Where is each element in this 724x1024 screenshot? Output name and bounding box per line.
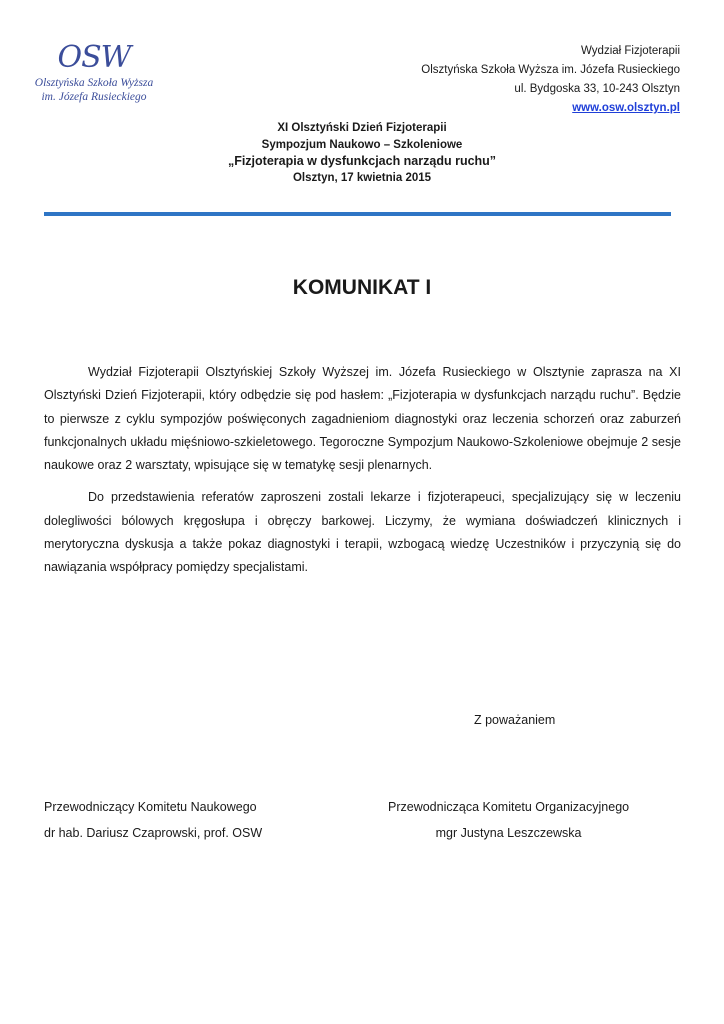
signature-scientific-committee [44, 794, 262, 846]
event-type: Sympozjum Naukowo – Szkoleniowe [261, 138, 463, 151]
event-info [0, 120, 724, 186]
header-divider [44, 212, 671, 216]
closing-phrase: Z poważaniem [474, 713, 556, 727]
event-name: XI Olsztyński Dzień Fizjoterapii [277, 122, 447, 134]
osw-logo [30, 40, 158, 104]
signature-organizing-committee [388, 794, 629, 846]
website-link[interactable]: www.osw.olsztyn.pl [572, 102, 680, 114]
logo-school-name: Olsztyńska Szkoła Wyższa [34, 77, 154, 89]
letter-body [44, 361, 681, 589]
school-name: Olsztyńska Szkoła Wyższa im. Józefa Rusieckiego [421, 64, 680, 76]
logo-mark: OSW [57, 40, 131, 75]
signature-right-name: mgr Justyna Leszczewska [435, 826, 582, 840]
event-topic: „Fizjoterapia w dysfunkcjach narządu ruchu” [227, 154, 497, 168]
page-title: KOMUNIKAT I [292, 276, 432, 299]
event-place-date: Olsztyn, 17 kwietnia 2015 [292, 171, 432, 184]
body-paragraph-1: Wydział Fizjoterapii Olsztyńskiej Szkoły Wyższej im. Józefa Rusieckiego w Olsztynie zaprasza na XI Olsztyński Dzień Fizjoterapii, który odbędzie się pod hasłem: „Fizjoterapia w dysfunkcjach narządu ruchu”. Będzie to pierwsze z cyklu sympozjów poświęconych zagadnieniom diagnostyki oraz leczenia schorzeń oraz zaburzeń funkcjonalnych układu mięśniowo-szkieletowego. Tegoroczne Sympozjum Naukowo-Szkoleniowe obejmuje 2 sesje naukowe oraz 2 warsztaty, wpisujące się w tematykę sesji plenarnych. [44, 365, 681, 473]
street-address: ul. Bydgoska 33, 10-243 Olsztyn [514, 83, 680, 95]
header-address-block [421, 42, 680, 118]
department-name: Wydział Fizjoterapii [581, 45, 680, 57]
signature-left-role: Przewodniczący Komitetu Naukowego [44, 800, 257, 814]
signature-left-name: dr hab. Dariusz Czaprowski, prof. OSW [44, 826, 263, 840]
logo-patron-name: im. Józefa Rusieckiego [41, 91, 147, 103]
signature-right-role: Przewodnicząca Komitetu Organizacyjnego [388, 800, 630, 814]
body-paragraph-2: Do przedstawienia referatów zaproszeni zostali lekarze i fizjoterapeuci, specjalizujący się w leczeniu dolegliwości bólowych kręgosłupa i obręczy barkowej. Liczymy, że wymiana doświadczeń klinicznych i merytoryczna dyskusja a także pokaz diagnostyki i terapii, wzbogacą wiedzę Uczestników i przyczynią się do nawiązania współpracy pomiędzy specjalistami. [44, 490, 681, 575]
